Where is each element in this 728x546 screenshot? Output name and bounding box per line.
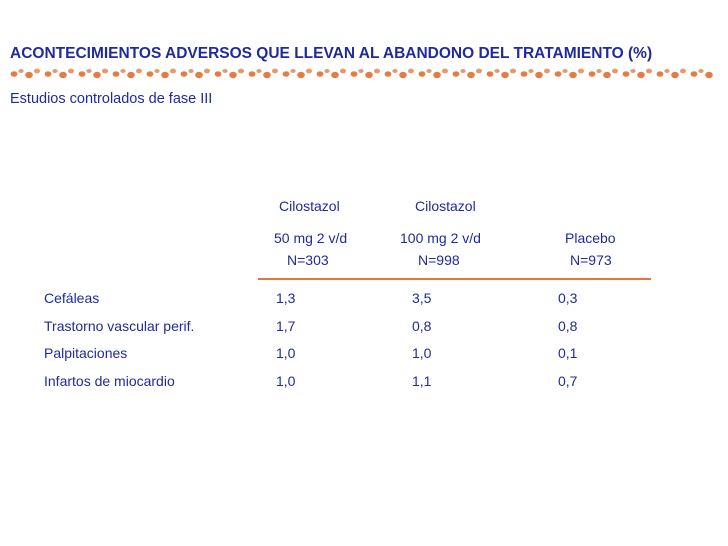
divider-dot (460, 69, 465, 73)
divider-dot (102, 69, 108, 74)
divider-dot (181, 71, 188, 77)
divider-dot (467, 72, 475, 78)
divider-dot (646, 69, 652, 74)
divider-dot (691, 71, 698, 77)
divider-dot (317, 71, 324, 77)
divider-dot (408, 69, 414, 74)
divider-dot (195, 72, 203, 78)
col1-n-header: N=303 (287, 252, 329, 268)
divider-dot (68, 69, 74, 74)
divider-dot (18, 69, 23, 73)
divider-dot (569, 72, 577, 78)
divider-dot (25, 72, 33, 78)
divider-dot (385, 71, 392, 77)
divider-dot (664, 69, 669, 73)
col2-drug-header: Cilostazol (415, 198, 476, 214)
divider-dot (290, 69, 295, 73)
row-value: 1,0 (276, 373, 296, 389)
decorative-dotted-divider (8, 64, 720, 80)
divider-dot (147, 71, 154, 77)
header-rule (258, 278, 651, 280)
row-label: Cefáleas (44, 290, 100, 306)
divider-dot (680, 69, 686, 74)
col2-dose-header: 100 mg 2 v/d (400, 230, 481, 246)
divider-dot (374, 69, 380, 74)
divider-dot (494, 69, 499, 73)
divider-dot (698, 69, 703, 73)
divider-dot (161, 72, 169, 78)
divider-dot (249, 71, 256, 77)
divider-dot (589, 71, 596, 77)
divider-dot (340, 69, 346, 74)
divider-dot (59, 72, 67, 78)
divider-dot (34, 69, 40, 74)
divider-dot (562, 69, 567, 73)
divider-dot (521, 71, 528, 77)
divider-dot (705, 72, 713, 78)
divider-dot (399, 72, 407, 78)
row-value: 0,8 (412, 318, 432, 334)
divider-dot (453, 71, 460, 77)
divider-dot (657, 71, 664, 77)
divider-dot (127, 72, 135, 78)
slide-title: ACONTECIMIENTOS ADVERSOS QUE LLEVAN AL ABANDONO DEL TRATAMIENTO (%) (10, 45, 653, 62)
divider-dot (136, 69, 142, 74)
divider-dot (306, 69, 312, 74)
row-value: 1,3 (276, 290, 296, 306)
divider-dot (93, 72, 101, 78)
divider-dot (86, 69, 91, 73)
row-value: 0,7 (558, 373, 578, 389)
divider-dot (603, 72, 611, 78)
divider-dot (528, 69, 533, 73)
divider-dot (331, 72, 339, 78)
row-label: Infartos de miocardio (44, 373, 175, 389)
divider-dot (222, 69, 227, 73)
divider-dot (238, 69, 244, 74)
divider-dot (555, 71, 562, 77)
col3-n-header: N=973 (570, 252, 612, 268)
divider-dot (358, 69, 363, 73)
divider-dot (419, 71, 426, 77)
divider-dot (45, 71, 52, 77)
row-value: 1,1 (412, 373, 432, 389)
row-value: 0,8 (558, 318, 578, 334)
col1-dose-header: 50 mg 2 v/d (274, 230, 348, 246)
divider-dot (79, 71, 86, 77)
divider-dot (256, 69, 261, 73)
divider-dot (671, 72, 679, 78)
row-value: 0,3 (558, 290, 578, 306)
divider-dot (52, 69, 57, 73)
divider-dot (297, 72, 305, 78)
divider-dot (637, 72, 645, 78)
divider-dot (324, 69, 329, 73)
divider-dot (283, 71, 290, 77)
divider-dot (612, 69, 618, 74)
divider-dot (501, 72, 509, 78)
divider-dot (487, 71, 494, 77)
slide-subtitle: Estudios controlados de fase III (10, 91, 213, 107)
divider-dot (578, 69, 584, 74)
row-value: 0,1 (558, 345, 578, 361)
divider-dot (120, 69, 125, 73)
divider-dot (623, 71, 630, 77)
divider-dot (11, 71, 18, 77)
row-label: Trastorno vascular perif. (44, 318, 195, 334)
divider-dot (392, 69, 397, 73)
row-value: 1,0 (412, 345, 432, 361)
divider-dot (154, 69, 159, 73)
divider-dot (476, 69, 482, 74)
divider-dot (535, 72, 543, 78)
divider-dot (630, 69, 635, 73)
col2-n-header: N=998 (418, 252, 460, 268)
row-value: 1,0 (276, 345, 296, 361)
divider-dot (229, 72, 237, 78)
col3-placebo-header: Placebo (565, 230, 616, 246)
divider-dot (351, 71, 358, 77)
divider-dot (510, 69, 516, 74)
divider-dot (433, 72, 441, 78)
divider-dot (596, 69, 601, 73)
divider-dot (215, 71, 222, 77)
divider-dot (365, 72, 373, 78)
divider-dot (188, 69, 193, 73)
divider-dot (170, 69, 176, 74)
divider-dot (113, 71, 120, 77)
col1-drug-header: Cilostazol (279, 198, 340, 214)
divider-dot (426, 69, 431, 73)
divider-dot (544, 69, 550, 74)
row-value: 3,5 (412, 290, 432, 306)
divider-dot (204, 69, 210, 74)
divider-dot (263, 72, 271, 78)
row-value: 1,7 (276, 318, 296, 334)
divider-dot (272, 69, 278, 74)
row-label: Palpitaciones (44, 345, 128, 361)
divider-dot (442, 69, 448, 74)
